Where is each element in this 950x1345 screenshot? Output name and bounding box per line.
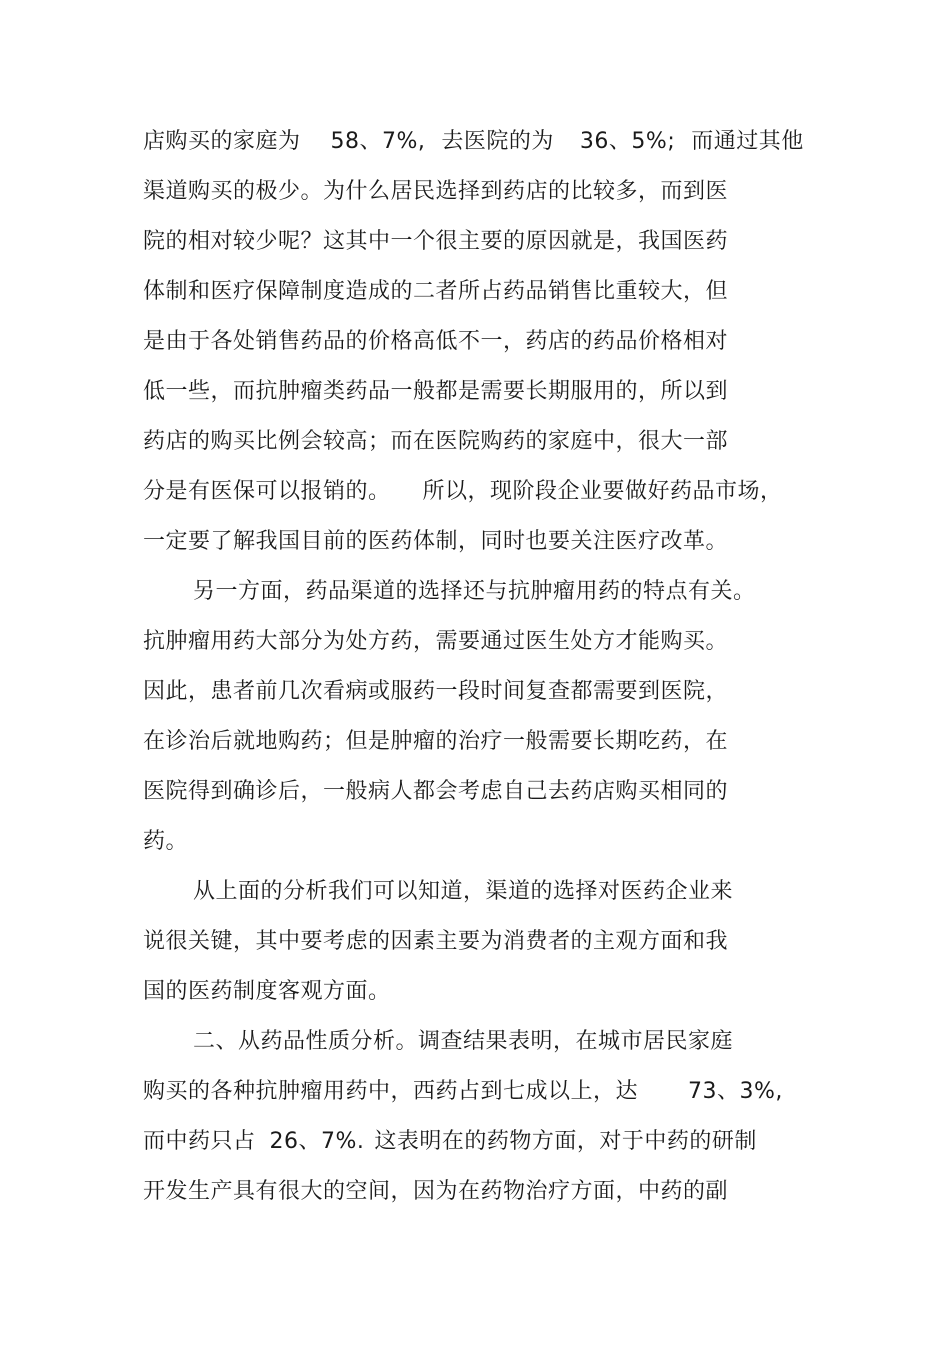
text-segment: 而中药只占 <box>143 1129 256 1154</box>
text-line <box>143 127 804 157</box>
text-line: 药店的购买比例会较高；而在医院购药的家庭中，很大一部 <box>143 429 729 454</box>
percent-value: 36、5%; <box>579 129 676 154</box>
text-line: 渠道购买的极少。为什么居民选择到药店的比较多，而到医 <box>143 179 729 204</box>
text-segment: 这表明在的药物方面，对于中药的研制 <box>374 1129 757 1154</box>
text-line: 体制和医疗保障制度造成的二者所占药品销售比重较大，但 <box>143 279 729 304</box>
text-segment: 去医院的为 <box>441 129 554 154</box>
text-line: 药。 <box>143 829 189 854</box>
text-line: 在诊治后就地购药；但是肿瘤的治疗一般需要长期吃药，在 <box>143 729 729 754</box>
text-line: 医院得到确诊后，一般病人都会考虑自己去药店购买相同的 <box>143 779 729 804</box>
text-segment: 所以，现阶段企业要做好药品市场， <box>422 479 783 504</box>
percent-value: 58、7%, <box>330 129 426 154</box>
text-segment: 店购买的家庭为 <box>143 129 301 154</box>
text-line: 抗肿瘤用药大部分为处方药，需要通过医生处方才能购买。 <box>143 629 729 654</box>
text-line <box>143 1127 757 1157</box>
text-segment: 分是有医保可以报销的。 <box>143 479 391 504</box>
percent-value: 26、7%. <box>269 1129 365 1154</box>
text-line <box>143 477 783 507</box>
text-line: 是由于各处销售药品的价格高低不一，药店的药品价格相对 <box>143 329 729 354</box>
text-line <box>143 1077 783 1107</box>
text-line: 国的医药制度客观方面。 <box>143 979 391 1004</box>
text-line: 院的相对较少呢？这其中一个很主要的原因就是，我国医药 <box>143 229 729 254</box>
text-segment: 而通过其他 <box>691 129 804 154</box>
text-line: 因此，患者前几次看病或服药一段时间复查都需要到医院， <box>143 679 729 704</box>
text-line: 开发生产具有很大的空间，因为在药物治疗方面，中药的副 <box>143 1179 729 1204</box>
text-line: 一定要了解我国目前的医药体制，同时也要关注医疗改革。 <box>143 529 729 554</box>
text-line: 说很关键，其中要考虑的因素主要为消费者的主观方面和我 <box>143 929 729 954</box>
paragraph-start: 另一方面，药品渠道的选择还与抗肿瘤用药的特点有关。 <box>193 579 756 604</box>
text-segment: 购买的各种抗肿瘤用药中，西药占到七成以上，达 <box>143 1079 639 1104</box>
percent-value: 73、3%, <box>688 1079 783 1104</box>
paragraph-start: 从上面的分析我们可以知道，渠道的选择对医药企业来 <box>193 879 734 904</box>
paragraph-start: 二、从药品性质分析。调查结果表明，在城市居民家庭 <box>193 1029 734 1054</box>
text-line: 低一些，而抗肿瘤类药品一般都是需要长期服用的，所以到 <box>143 379 729 404</box>
